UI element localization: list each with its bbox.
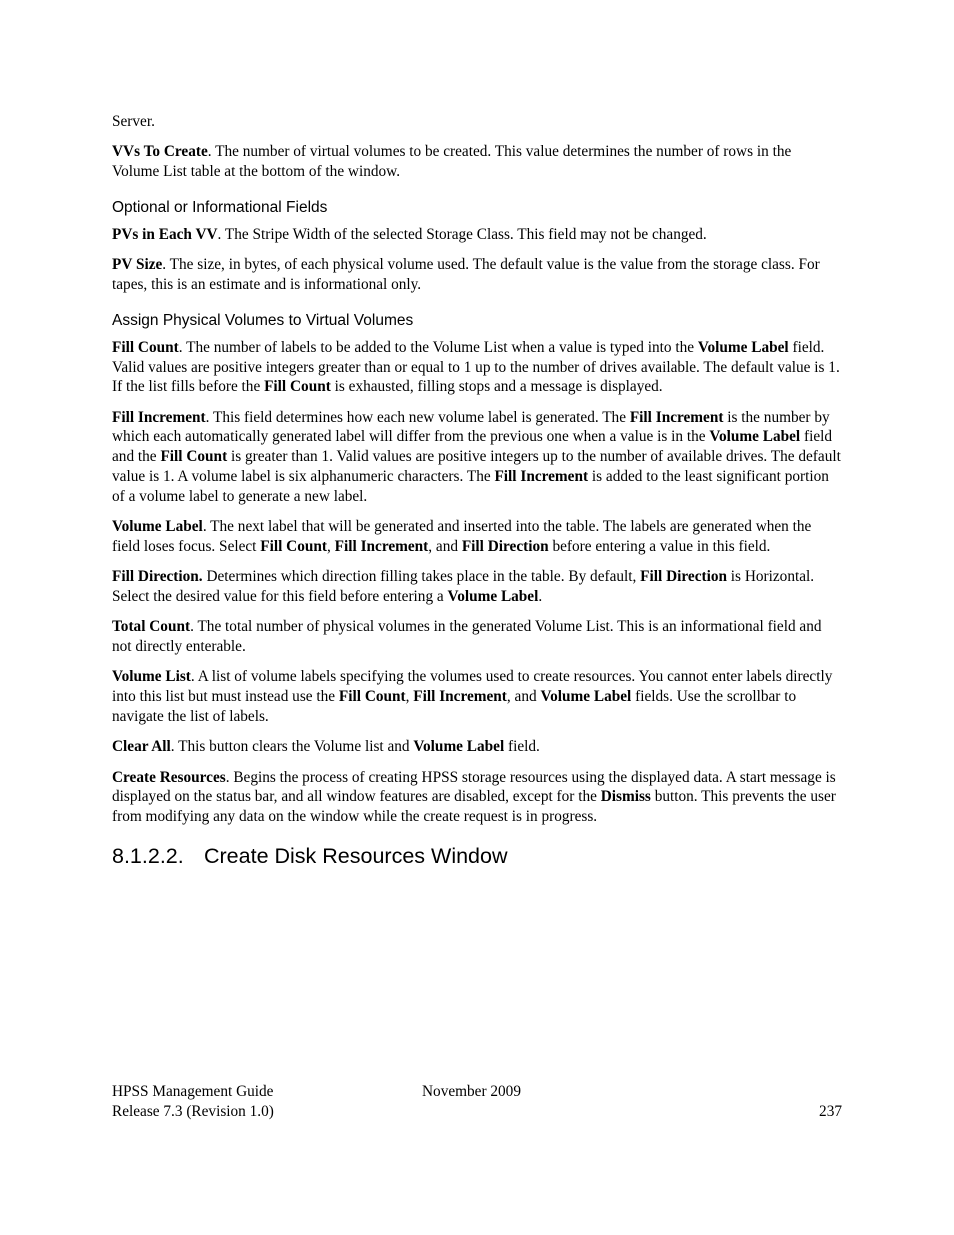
term: PV Size [112, 256, 163, 274]
footer-page-number: 237 [819, 1103, 842, 1120]
page-body [112, 112, 842, 869]
fill-count-paragraph: Fill Count. The number of labels to be added to the Volume List when a value is typed into the Volume Label field. Valid values are positive integers greater than or equal to 1 up to the number of drives available. The default value is 1. If the list fills before the Fill Count is exhausted, filling stops and a message is displayed. [112, 338, 840, 396]
section-title: Create Disk Resources Window [204, 844, 508, 869]
fill-direction-paragraph: Fill Direction. Determines which direction filling takes place in the table. By default, Fill Direction is Horizontal. Select the desired value for this field before entering a Volume Label. [112, 568, 815, 606]
section-heading [112, 843, 842, 869]
clear-all-paragraph: Clear All. This button clears the Volume list and Volume Label field. [112, 738, 540, 756]
footer-date: November 2009 [422, 1083, 521, 1100]
page-footer [112, 1082, 842, 1122]
server-tail-paragraph: Server. [112, 113, 155, 130]
fill-increment-paragraph: Fill Increment. This field determines how each new volume label is generated. The Fill Increment is the number by which each automatically generated label will differ from the previous one when a value is in the Volume Label field and the Fill Count is greater than 1. Valid values are positive integers up to the number of available drives. The default value is 1. A volume label is six alphanumeric characters. The Fill Increment is added to the least significant portion of a volume label to generate a new label. [112, 408, 841, 505]
volume-list-paragraph: Volume List. A list of volume labels specifying the volumes used to create resources. You cannot enter labels directly into this list but must instead use the Fill Count, Fill Increment, and Volume Label fields. Use the scrollbar to navigate the list of labels. [112, 668, 833, 726]
footer-release: Release 7.3 (Revision 1.0) [112, 1103, 274, 1120]
term: PVs in Each VV [112, 225, 218, 243]
footer-guide-title: HPSS Management Guide [112, 1083, 274, 1100]
vvs-to-create-paragraph: VVs To Create. The number of virtual volumes to be created. This value determines the number of rows in the Volume List table at the bottom of the window. [112, 143, 792, 181]
pvs-in-each-vv-paragraph: PVs in Each VV. The Stripe Width of the selected Storage Class. This field may not be changed. [112, 225, 707, 243]
assign-volumes-heading: Assign Physical Volumes to Virtual Volumes [112, 311, 414, 329]
volume-label-paragraph: Volume Label. The next label that will be generated and inserted into the table. The labels are generated when the field loses focus. Select Fill Count, Fill Increment, and Fill Direction before entering a value in this field. [112, 518, 812, 555]
total-count-paragraph: Total Count. The total number of physical volumes in the generated Volume List. This is an informational field and not directly enterable. [112, 618, 822, 656]
optional-fields-heading: Optional or Informational Fields [112, 198, 328, 216]
pv-size-paragraph: PV Size. The size, in bytes, of each physical volume used. The default value is the value from the storage class. For tapes, this is an estimate and is informational only. [112, 256, 820, 293]
section-number: 8.1.2.2. [112, 844, 184, 869]
create-resources-paragraph: Create Resources. Begins the process of creating HPSS storage resources using the displayed data. A start message is displayed on the status bar, and all window features are disabled, except for the Dismiss button. This prevents the user from modifying any data on the window while the create request is in progress. [112, 768, 836, 826]
term: VVs To Create [112, 143, 208, 161]
